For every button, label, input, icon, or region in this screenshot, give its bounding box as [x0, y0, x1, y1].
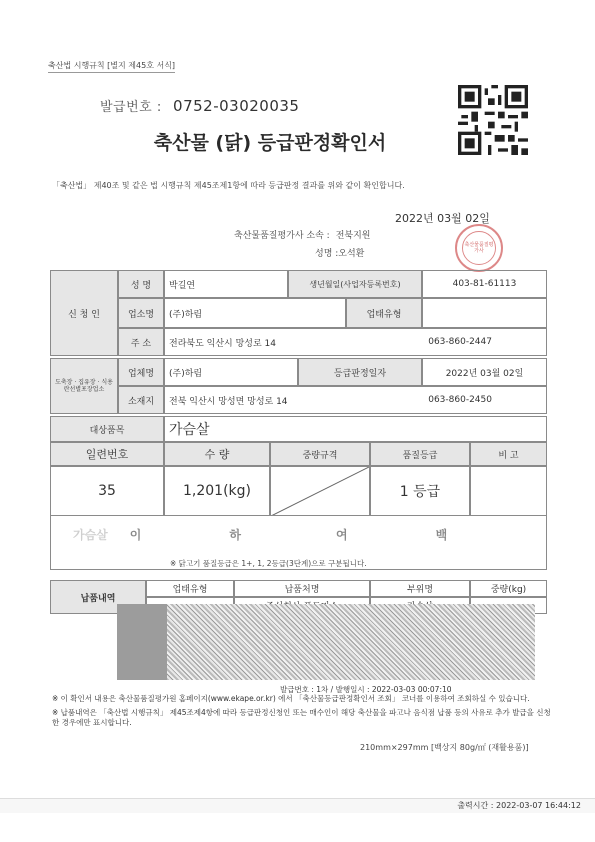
form-reference: 축산법 시행규칙 [별지 제45호 서식]	[48, 60, 175, 73]
delivery-header-part: 부위명	[370, 580, 470, 597]
plant-name-label: 업체명	[118, 358, 164, 386]
inspector-org-label: 축산물품질평가사 소속 :	[234, 231, 330, 241]
plant-phone: 063-860-2450	[428, 395, 492, 405]
row-note	[470, 466, 547, 516]
diagonal-strike	[271, 466, 369, 516]
applicant-addr: 전라북도 익산시 망성로 14	[169, 338, 276, 349]
redacted-thumbnail	[117, 604, 167, 680]
applicant-biz: (주)하림	[164, 298, 346, 328]
footnote-2: ※ 납품내역은 「축산법 시행규칙」 제45조제4항에 따라 등급판정신청인 또는 매수인이 해당 축산물을 파고나 음식점 납품 등의 사유로 추가 발급을 신청한 경우에만 표시합니다.	[52, 708, 551, 727]
issue-number-label: 발급번호 :	[100, 100, 162, 115]
footnotes	[52, 694, 552, 728]
row-weight-spec-cell	[270, 466, 370, 516]
watermark-0: 가슴살	[73, 528, 108, 542]
row-grade: 1 등급	[370, 466, 470, 516]
header-weight-spec: 중량규격	[270, 442, 370, 466]
row-serial: 35	[50, 466, 164, 516]
printed-time: 출력시간 : 2022-03-07 16:44:12	[457, 801, 581, 810]
issue-date: 2022년 03월 02일	[395, 212, 490, 225]
reference-line: 발급번호 : 1차 / 발행일시 : 2022-03-03 00:07:10	[280, 685, 452, 694]
footnote-1: ※ 이 확인서 내용은 축산물품질평가원 홈페이지(www.ekape.or.kr) 에서 「축산물등급판정확인서 조회」 코너를 이용하여 조회하실 수 있습니다.	[52, 694, 530, 703]
applicant-birth: 403-81-61113	[422, 270, 547, 298]
delivery-header-type: 업태유형	[146, 580, 234, 597]
plant-addr-label: 소재지	[118, 386, 164, 414]
row-quantity: 1,201(kg)	[164, 466, 270, 516]
plant-addr: 전북 익산시 망성면 망성로 14	[169, 396, 288, 407]
seal-inner: 축산물품질평가사	[462, 231, 496, 265]
applicant-name-label: 성 명	[118, 270, 164, 298]
applicant-biz-label: 업소명	[118, 298, 164, 328]
issue-number: 0752-03020035	[173, 97, 300, 115]
plant-name: (주)하림	[164, 358, 298, 386]
applicant-addr-cell	[164, 328, 547, 356]
delivery-header-buyer: 납품처명	[234, 580, 370, 597]
plant-addr-cell	[164, 386, 547, 414]
redacted-area	[117, 604, 535, 680]
header-grade: 품질등급	[370, 442, 470, 466]
applicant-addr-label: 주 소	[118, 328, 164, 356]
watermark-1: 이	[129, 528, 142, 542]
applicant-name: 박길연	[164, 270, 288, 298]
official-seal	[455, 224, 503, 272]
inspector-org: 전북지원	[335, 231, 371, 241]
applicant-type-label: 업태유형	[346, 298, 422, 328]
header-serial: 일련번호	[50, 442, 164, 466]
applicant-type	[422, 298, 547, 328]
watermark-4: 백	[435, 528, 448, 542]
issue-number-row	[100, 96, 299, 115]
header-note: 비 고	[470, 442, 547, 466]
header-quantity: 수 량	[164, 442, 270, 466]
grade-note: ※ 닭고기 품질등급은 1+, 1, 2등급(3단계)으로 구분됩니다.	[170, 559, 367, 568]
inspector-name-row	[315, 246, 364, 259]
applicant-phone: 063-860-2447	[428, 337, 492, 347]
plant-date-label: 등급판정일자	[298, 358, 422, 386]
paper-spec: 210mm×297mm [백상지 80g/㎡ (재활용품)]	[360, 743, 529, 752]
inspector-name-label: 성명 :	[315, 249, 339, 259]
intro-text: 「축산법」 제40조 및 같은 법 시행규칙 제45조제1항에 따라 등급판정 결과를 위와 같이 확인합니다.	[52, 181, 405, 190]
applicant-birth-label: 생년월일(사업자등록번호)	[288, 270, 422, 298]
delivery-label: 납품내역	[50, 580, 146, 614]
plant-section-label: 도축장 · 집유장 · 식용란선별포장업소	[50, 358, 118, 414]
plant-date: 2022년 03월 02일	[422, 358, 547, 386]
product-label: 대상품목	[50, 416, 164, 442]
product-value: 가슴살	[164, 416, 547, 442]
inspector-org-row	[228, 228, 370, 241]
inspector-name: 오석환	[338, 249, 365, 259]
qr-code	[458, 85, 528, 155]
watermark-3: 여	[335, 528, 348, 542]
delivery-header-weight: 중량(kg)	[470, 580, 547, 597]
document-title: 축산물 (닭) 등급판정확인서	[153, 132, 387, 154]
applicant-section-label: 신 청 인	[50, 270, 118, 356]
watermark-2: 하	[229, 528, 241, 542]
